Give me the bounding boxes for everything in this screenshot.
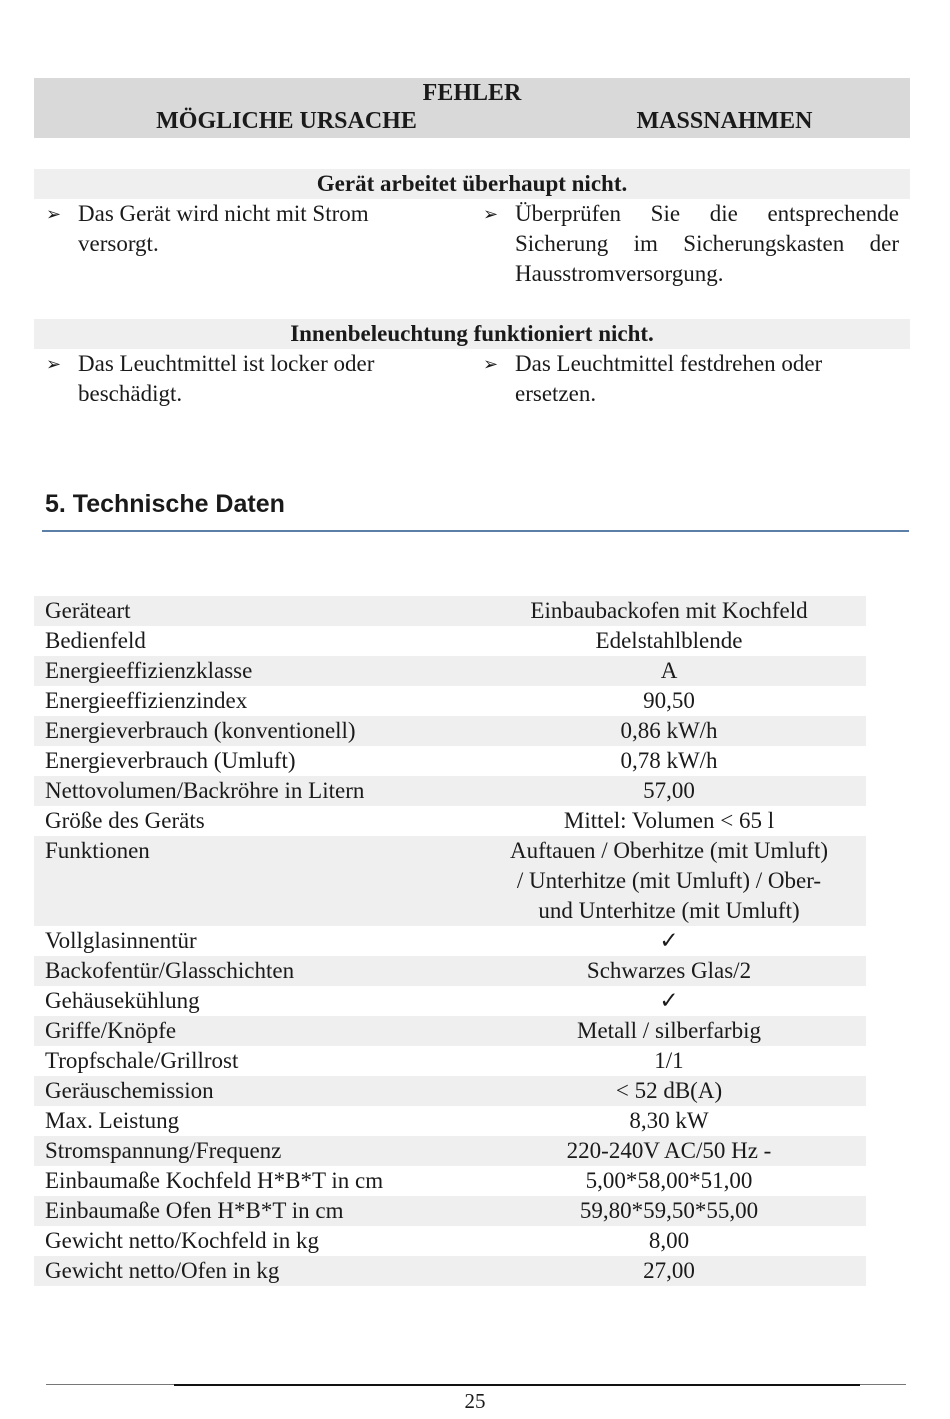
spec-row	[34, 746, 866, 776]
heading-divider	[42, 530, 909, 532]
bullet-arrow-icon: ➢	[483, 204, 499, 224]
spec-label: Griffe/Knöpfe	[45, 1018, 177, 1043]
page-number: 25	[464, 1389, 486, 1413]
spec-label: Energieverbrauch (Umluft)	[45, 748, 296, 773]
spec-label: Funktionen	[45, 838, 150, 863]
spec-value: 57,00	[643, 778, 695, 803]
spec-row	[34, 626, 866, 656]
fault-cause	[46, 349, 426, 409]
bullet-arrow-icon: ➢	[46, 354, 62, 374]
spec-label: Tropfschale/Grillrost	[45, 1048, 239, 1073]
spec-value-line: / Unterhitze (mit Umluft) / Ober-	[516, 868, 822, 893]
spec-row	[34, 1076, 866, 1106]
spec-label: Geräteart	[45, 598, 131, 623]
spec-value: Schwarzes Glas/2	[586, 958, 752, 983]
spec-row	[34, 1046, 866, 1076]
cause-text: Das Leuchtmittel ist locker oder beschädigt.	[78, 351, 375, 406]
fault-measure	[483, 349, 899, 409]
spec-value: 8,00	[648, 1228, 690, 1253]
spec-label: Gewicht netto/Ofen in kg	[45, 1258, 280, 1283]
spec-label: Stromspannung/Frequenz	[45, 1138, 282, 1163]
spec-row	[34, 1196, 866, 1226]
fault-title: Innenbeleuchtung funktioniert nicht.	[34, 319, 910, 349]
checkmark-icon: ✓	[659, 988, 679, 1013]
section-heading: 5. Technische Daten	[45, 490, 285, 518]
spec-label: Geräuschemission	[45, 1078, 214, 1103]
spec-row	[34, 596, 866, 626]
cause-text: Das Gerät wird nicht mit Strom versorgt.	[78, 201, 369, 256]
spec-value	[472, 836, 866, 926]
spec-label: Einbaumaße Ofen H*B*T in cm	[45, 1198, 344, 1223]
spec-label: Bedienfeld	[45, 628, 146, 653]
spec-row	[34, 1136, 866, 1166]
header-cause: MÖGLICHE URSACHE	[156, 108, 417, 134]
header-measures: MASSNAHMEN	[636, 108, 813, 134]
spec-value-line: und Unterhitze (mit Umluft)	[538, 898, 800, 923]
spec-label: Gewicht netto/Kochfeld in kg	[45, 1228, 320, 1253]
spec-value: 59,80*59,50*55,00	[579, 1198, 759, 1223]
spec-table	[34, 596, 866, 1286]
spec-row	[34, 986, 866, 1016]
spec-row	[34, 956, 866, 986]
footer-rule-accent	[174, 1384, 860, 1386]
fault-measure	[483, 199, 899, 289]
spec-value: Edelstahlblende	[595, 628, 743, 653]
spec-value: Mittel: Volumen < 65 l	[563, 808, 775, 833]
spec-value: 8,30 kW	[629, 1108, 709, 1133]
checkmark-icon: ✓	[659, 928, 679, 953]
spec-row	[34, 656, 866, 686]
spec-value: 220-240V AC/50 Hz -	[566, 1138, 772, 1163]
header-fault: FEHLER	[422, 80, 522, 106]
spec-label: Max. Leistung	[45, 1108, 180, 1133]
spec-row	[34, 806, 866, 836]
spec-value: 90,50	[643, 688, 695, 713]
measure-text: Überprüfen Sie die entsprechende Sicherung im Sicherungskasten der Hausstromversorgung.	[515, 201, 899, 286]
spec-value-line: Auftauen / Oberhitze (mit Umluft)	[509, 838, 829, 863]
spec-label: Größe des Geräts	[45, 808, 205, 833]
spec-label: Nettovolumen/Backröhre in Litern	[45, 778, 365, 803]
spec-row	[34, 1226, 866, 1256]
fault-title: Gerät arbeitet überhaupt nicht.	[34, 169, 910, 199]
spec-label: Gehäusekühlung	[45, 988, 200, 1013]
spec-value: 0,86 kW/h	[620, 718, 718, 743]
spec-value: 1/1	[654, 1048, 684, 1073]
spec-row	[34, 1166, 866, 1196]
spec-label: Energieverbrauch (konventionell)	[45, 718, 356, 743]
spec-row	[34, 1256, 866, 1286]
spec-label: Energieeffizienzindex	[45, 688, 248, 713]
fault-cause	[46, 199, 426, 259]
spec-value: Metall / silberfarbig	[577, 1018, 761, 1043]
spec-row	[34, 1106, 866, 1136]
spec-row	[34, 1016, 866, 1046]
spec-row	[34, 926, 866, 956]
spec-value: 5,00*58,00*51,00	[585, 1168, 753, 1193]
spec-label: Energieeffizienzklasse	[45, 658, 253, 683]
spec-row	[34, 836, 866, 926]
fault-table-header	[34, 78, 910, 138]
spec-label: Einbaumaße Kochfeld H*B*T in cm	[45, 1168, 384, 1193]
spec-label: Backofentür/Glasschichten	[45, 958, 295, 983]
spec-row	[34, 686, 866, 716]
spec-value: Einbaubackofen mit Kochfeld	[530, 598, 808, 623]
spec-row	[34, 716, 866, 746]
spec-value: A	[660, 658, 678, 683]
bullet-arrow-icon: ➢	[483, 354, 499, 374]
bullet-arrow-icon: ➢	[46, 204, 62, 224]
spec-label: Vollglasinnentür	[45, 928, 197, 953]
measure-text: Das Leuchtmittel festdrehen oder ersetzen.	[515, 351, 823, 406]
spec-value: 27,00	[643, 1258, 695, 1283]
spec-value: < 52 dB(A)	[615, 1078, 723, 1103]
spec-row	[34, 776, 866, 806]
spec-value: 0,78 kW/h	[620, 748, 718, 773]
